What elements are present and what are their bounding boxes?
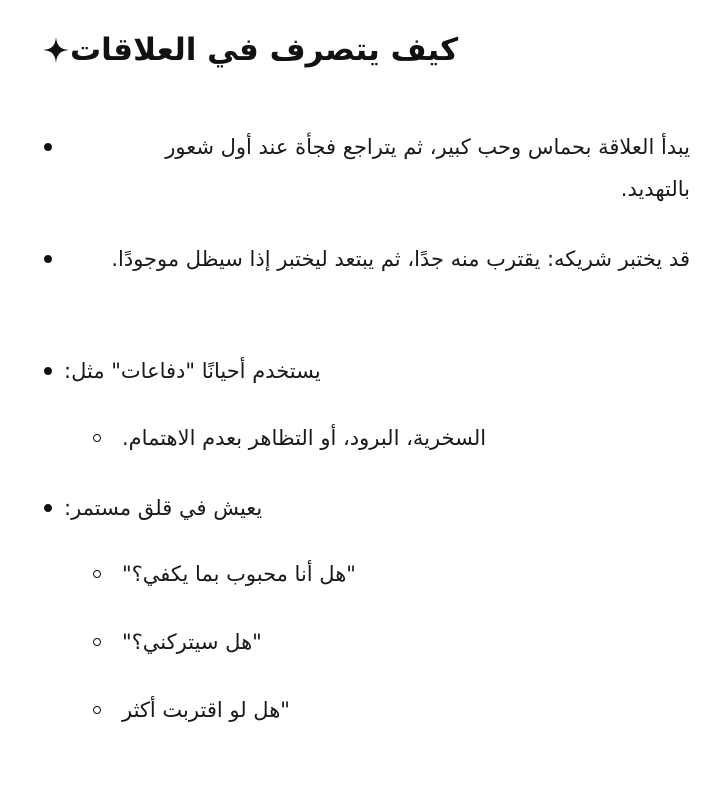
list-item-text: يبدأ العلاقة بحماس وحب كبير، ثم يتراجع فجأة عند أول شعور بالتهديد. (165, 135, 690, 201)
bullet-disc (44, 504, 52, 512)
bullet-circle (93, 706, 101, 714)
list-item (90, 238, 690, 280)
page-title: كيف يتصرف في العلاقات (70, 32, 459, 68)
sub-list-item (122, 417, 486, 459)
four-pointed-star-icon (42, 36, 70, 64)
section-heading (30, 26, 458, 74)
bullet-disc (44, 255, 52, 263)
list-item (64, 350, 321, 392)
sub-list-item (122, 553, 356, 595)
bullet-circle (93, 638, 101, 646)
sub-list-item (122, 689, 290, 731)
sub-list-item-text: السخرية، البرود، أو التظاهر بعدم الاهتمام. (122, 426, 487, 450)
list-item-text: قد يختبر شريكه: يقترب منه جدًا، ثم يبتعد ليختبر إذا سيظل موجودًا. (111, 247, 690, 271)
bullet-circle (93, 570, 101, 578)
sub-list-item-text: "هل سيتركني؟" (122, 630, 262, 654)
list-item-text: يستخدم أحيانًا "دفاعات" مثل: (64, 359, 321, 383)
sub-list-item-text: "هل أنا محبوب بما يكفي؟" (122, 562, 356, 586)
bullet-disc (44, 143, 52, 151)
bullet-disc (44, 367, 52, 375)
sub-list-item-text: "هل لو اقتربت أكثر (122, 698, 290, 722)
sub-list-item (122, 621, 262, 663)
list-item-text: يعيش في قلق مستمر: (64, 496, 263, 520)
bullet-circle (93, 434, 101, 442)
list-item (64, 487, 262, 529)
list-item (90, 126, 690, 210)
